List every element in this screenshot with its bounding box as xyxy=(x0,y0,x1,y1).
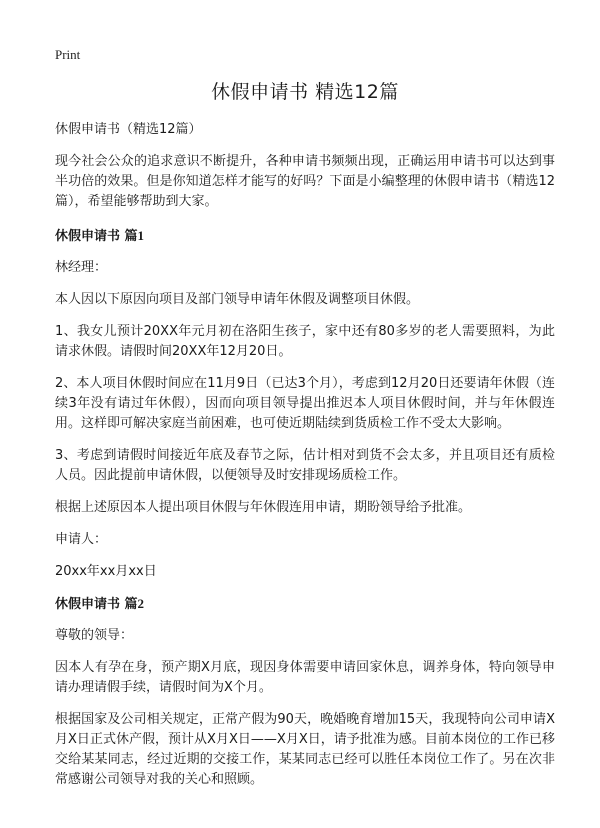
body-paragraph: 本人因以下原因向项目及部门领导申请年休假及调整项目休假。 xyxy=(55,292,420,307)
document-body xyxy=(55,120,555,802)
section-1 xyxy=(55,226,555,582)
body-paragraph: 根据国家及公司相关规定，正常产假为90天，晚婚晚育增加15天，我现特向公司申请X月X日正式休产假，预计从X月X日——X月X日，请予批准为感。目前本岗位的工作已移交给某某同志，经过近期的交接工作，某某同志已经可以胜任本岗位工作了。另在次非常感谢公司领导对我的关心和照顾。 xyxy=(55,712,555,787)
document-subtitle: 休假申请书（精选12篇） xyxy=(55,122,202,137)
body-paragraph: 3、考虑到请假时间接近年底及春节之际，估计相对到货不会太多，并且项目还有质检人员。因此提前申请休假，以便领导及时安排现场质检工作。 xyxy=(55,448,555,483)
print-link[interactable]: Print xyxy=(55,47,81,62)
section-heading-suffix: 篇2 xyxy=(124,596,145,611)
section-heading-prefix: 休假申请书 xyxy=(55,597,125,612)
body-paragraph: 1、我女儿预计20XX年元月初在洛阳生孩子，家中还有80多岁的老人需要照料，为此请求休假。请假时间20XX年12月20日。 xyxy=(55,324,555,359)
date-line: 20xx年xx月xx日 xyxy=(55,564,157,579)
body-paragraph: 因本人有孕在身，预产期X月底，现因身体需要申请回家休息，调养身体，特向领导申请办理请假手续，请假时间为X个月。 xyxy=(55,660,555,695)
section-2 xyxy=(55,594,555,790)
section-heading xyxy=(55,226,555,247)
document-title: 休假申请书 精选12篇 xyxy=(211,81,399,103)
section-heading-prefix: 休假申请书 xyxy=(55,229,125,244)
body-paragraph: 2、本人项目休假时间应在11月9日（已达3个月），考虑到12月20日还要请年休假（连续3年没有请过年休假），因而向项目领导提出推迟本人项目休假时间，并与年休假连用。这样即可解决家庭当前困难，也可使近期陆续到货质检工作不受太大影响。 xyxy=(55,376,555,431)
salutation: 尊敬的领导： xyxy=(55,628,134,643)
salutation: 林经理： xyxy=(55,260,108,275)
section-heading xyxy=(55,594,555,615)
intro-paragraph: 现今社会公众的追求意识不断提升，各种申请书频频出现，正确运用申请书可以达到事半功倍的效果。但是你知道怎样才能写的好吗？下面是小编整理的休假申请书（精选12篇），希望能够帮助到大家。 xyxy=(55,154,555,209)
body-paragraph: 根据上述原因本人提出项目休假与年休假连用申请，期盼领导给予批准。 xyxy=(55,500,472,515)
section-heading-suffix: 篇1 xyxy=(124,228,145,243)
applicant-label: 申请人： xyxy=(55,532,108,547)
